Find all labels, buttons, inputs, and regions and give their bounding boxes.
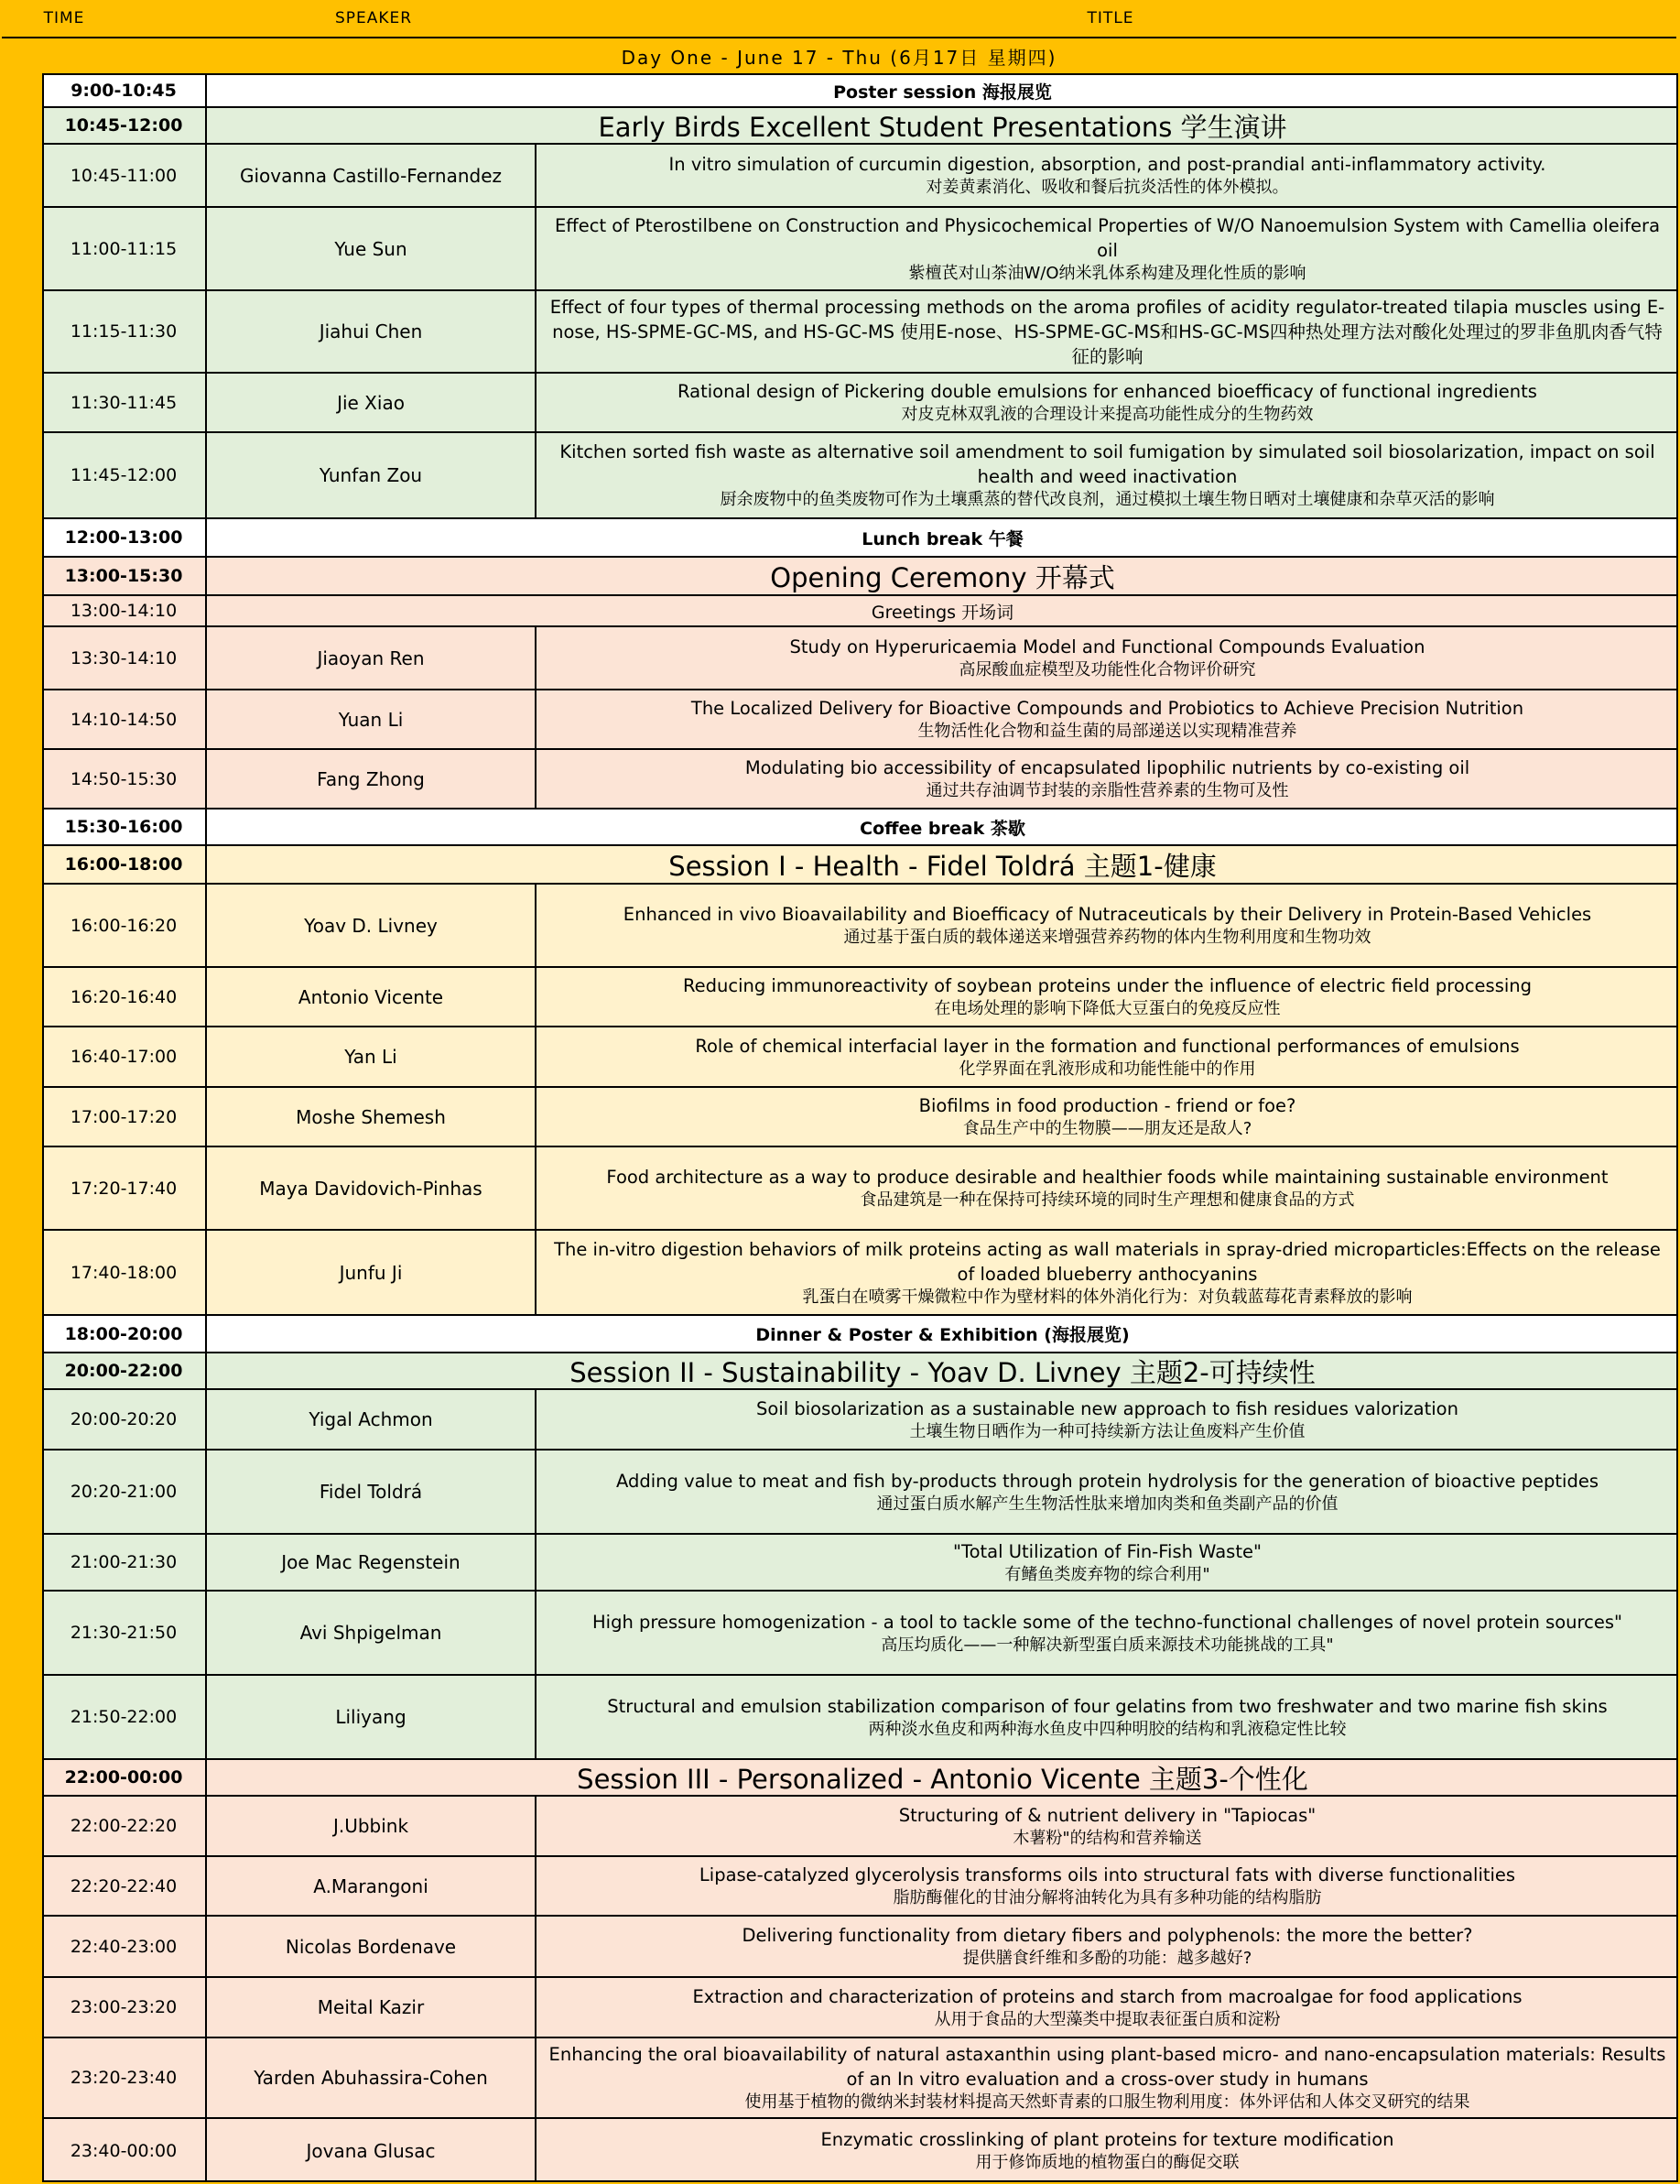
time-cell: 16:00-18:00 (42, 846, 207, 883)
header-time: TIME (43, 9, 85, 27)
time-cell: 11:45-12:00 (42, 433, 207, 517)
section-title: Dinner & Poster & Exhibition (海报展览) (755, 1325, 1130, 1345)
talk-title-cell (537, 1592, 1678, 1674)
talk-title-cell (537, 885, 1678, 966)
talk-title-zh: 通过蛋白质水解产生生物活性肽来增加肉类和鱼类副产品的价值 (876, 1494, 1339, 1514)
time-cell: 17:40-18:00 (42, 1231, 207, 1314)
time-cell: 22:00-00:00 (42, 1760, 207, 1795)
talk-title-cell (537, 374, 1678, 431)
talk-title-cell (537, 1797, 1678, 1855)
talk-title-zh: 脂肪酶催化的甘油分解将油转化为具有多种功能的结构脂肪 (893, 1888, 1322, 1907)
speaker-cell: Nicolas Bordenave (207, 1917, 537, 1976)
time-cell: 10:45-11:00 (42, 145, 207, 206)
talk-title-en: Reducing immunoreactivity of soybean proteins under the influence of electric field processing (682, 975, 1533, 996)
header-speaker: SPEAKER (334, 9, 413, 27)
talk-title-cell (537, 1027, 1678, 1086)
section-title: Poster session 海报展览 (833, 81, 1052, 103)
talk-title-cell (537, 1676, 1678, 1758)
time-cell: 13:00-15:30 (42, 558, 207, 594)
speaker-cell: Junfu Ji (207, 1231, 537, 1314)
speaker-cell: Fang Zhong (207, 750, 537, 808)
section-row (42, 556, 1678, 594)
talk-row (42, 1976, 1678, 2037)
speaker-cell: J.Ubbink (207, 1797, 537, 1855)
talk-title-zh: 化学界面在乳液形成和功能性能中的作用 (959, 1059, 1256, 1079)
speaker-cell: Meital Kazir (207, 1978, 537, 2037)
time-cell: 22:20-22:40 (42, 1857, 207, 1915)
time-cell: 13:00-14:10 (42, 596, 207, 625)
time-cell: 9:00-10:45 (42, 75, 207, 106)
talk-title-cell (537, 968, 1678, 1026)
time-cell: 16:40-17:00 (42, 1027, 207, 1086)
talk-row (42, 1795, 1678, 1855)
talk-title-cell (537, 1088, 1678, 1146)
talk-title-zh: 紫檀芪对山茶油W/O纳米乳体系构建及理化性质的影响 (908, 263, 1306, 283)
talk-title-en: Biofilms in food production - friend or foe? (918, 1095, 1296, 1116)
talk-title-zh: 食品生产中的生物膜——朋友还是敌人? (962, 1119, 1252, 1138)
speaker-cell: Yue Sun (207, 208, 537, 289)
talk-title-en: Extraction and characterization of proteins and starch from macroalgae for food applications (692, 1985, 1523, 2007)
talk-title-zh: 使用基于植物的微纳米封装材料提高天然虾青素的口服生物利用度：体外评估和人体交叉研究的结果 (744, 2092, 1470, 2112)
talk-title-en: Enhancing the oral bioavailability of natural astaxanthin using plant-based micro- and nano-encapsulation materials: Results of an In vitro evaluation and a cross-over study in humans (548, 2044, 1666, 2090)
talk-title-zh: 木薯粉"的结构和营养输送 (1013, 1828, 1202, 1848)
talk-row (42, 143, 1678, 206)
talk-row (42, 1086, 1678, 1146)
talk-title-zh: 高压均质化——一种解决新型蛋白质来源技术功能挑战的工具" (881, 1635, 1334, 1655)
talk-row (42, 1590, 1678, 1674)
time-cell: 21:00-21:30 (42, 1535, 207, 1590)
talk-title-zh: 食品建筑是一种在保持可持续环境的同时生产理想和健康食品的方式 (860, 1190, 1355, 1210)
section-row (42, 73, 1678, 106)
time-cell: 21:50-22:00 (42, 1676, 207, 1758)
time-cell: 11:00-11:15 (42, 208, 207, 289)
time-cell: 22:40-23:00 (42, 1917, 207, 1976)
section-row (42, 1758, 1678, 1795)
schedule-table (42, 73, 1678, 2182)
talk-title-zh: 高尿酸血症模型及功能性化合物评价研究 (959, 660, 1256, 679)
talk-title-cell (537, 1917, 1678, 1976)
day-heading: Day One - June 17 - Thu (6月17日 星期四) (2, 37, 1676, 75)
speaker-cell: Maya Davidovich-Pinhas (207, 1147, 537, 1229)
speaker-cell: Jie Xiao (207, 374, 537, 431)
talk-title-zh: 从用于食品的大型藻类中提取表征蛋白质和淀粉 (934, 2009, 1281, 2029)
talk-title-zh: 通过基于蛋白质的载体递送来增强营养药物的体内生物利用度和生物功效 (843, 928, 1371, 947)
talk-title-en: Role of chemical interfacial layer in the formation and functional performances of emulsions (695, 1035, 1520, 1057)
talk-row (42, 1533, 1678, 1590)
talk-row (42, 1855, 1678, 1915)
table-header (2, 0, 1676, 37)
speaker-cell: Jiahui Chen (207, 291, 537, 372)
talk-title-cell (537, 291, 1678, 372)
speaker-cell: Yarden Abuhassira-Cohen (207, 2038, 537, 2117)
talk-title-cell (537, 145, 1678, 206)
speaker-cell: Antonio Vicente (207, 968, 537, 1026)
talk-title-cell (537, 1857, 1678, 1915)
time-cell: 23:00-23:20 (42, 1978, 207, 2037)
talk-title-en: Study on Hyperuricaemia Model and Functional Compounds Evaluation (789, 636, 1425, 657)
talk-title-en: Structural and emulsion stabilization comparison of four gelatins from two freshwater and two marine fish skins (607, 1695, 1608, 1717)
talk-title-zh: 提供膳食纤维和多酚的功能：越多越好? (962, 1949, 1252, 1968)
speaker-cell: Joe Mac Regenstein (207, 1535, 537, 1590)
talk-title-en: Rational design of Pickering double emulsions for enhanced bioefficacy of functional ingredients (677, 381, 1537, 402)
talk-row (42, 2037, 1678, 2117)
talk-title-cell (537, 1451, 1678, 1533)
speaker-cell: Fidel Toldrá (207, 1451, 537, 1533)
speaker-cell: Liliyang (207, 1676, 537, 1758)
speaker-cell: Jovana Glusac (207, 2119, 537, 2182)
section-title: Lunch break 午餐 (862, 528, 1024, 549)
time-cell: 17:20-17:40 (42, 1147, 207, 1229)
talk-title-en: Enhanced in vivo Bioavailability and Bioefficacy of Nutraceuticals by their Delivery in Protein-Based Vehicles (623, 904, 1592, 925)
section-title: Early Birds Excellent Student Presentations 学生演讲 (598, 111, 1287, 143)
talk-title-en: The Localized Delivery for Bioactive Compounds and Probiotics to Achieve Precision Nutrition (690, 698, 1524, 719)
talk-title-en: Food architecture as a way to produce desirable and healthier foods while maintaining sustainable environment (606, 1167, 1609, 1188)
talk-row (42, 1674, 1678, 1758)
speaker-cell: A.Marangoni (207, 1857, 537, 1915)
time-cell: 20:00-22:00 (42, 1353, 207, 1388)
speaker-cell: Yigal Achmon (207, 1390, 537, 1449)
time-cell: 10:45-12:00 (42, 108, 207, 143)
talk-title-en: Lipase-catalyzed glycerolysis transforms oils into structural fats with diverse functionalities (699, 1864, 1516, 1885)
talk-row (42, 1229, 1678, 1314)
time-cell: 23:20-23:40 (42, 2038, 207, 2117)
talk-row (42, 372, 1678, 431)
talk-title-cell (537, 433, 1678, 517)
time-cell: 20:20-21:00 (42, 1451, 207, 1533)
time-cell: 18:00-20:00 (42, 1316, 207, 1352)
talk-title-cell (537, 1390, 1678, 1449)
time-cell: 16:00-16:20 (42, 885, 207, 966)
talk-title-cell (537, 2119, 1678, 2182)
talk-row (42, 2117, 1678, 2182)
talk-title-en: "Total Utilization of Fin-Fish Waste" (953, 1540, 1262, 1562)
speaker-cell: Moshe Shemesh (207, 1088, 537, 1146)
talk-row (42, 689, 1678, 748)
speaker-cell: Avi Shpigelman (207, 1592, 537, 1674)
talk-row (42, 748, 1678, 808)
section-row (42, 1352, 1678, 1388)
talk-title-zh: 对姜黄素消化、吸收和餐后抗炎活性的体外模拟。 (926, 178, 1289, 197)
talk-title-zh: 厨余废物中的鱼类废物可作为土壤熏蒸的替代改良剂，通过模拟土壤生物日晒对土壤健康和杂草灭活的影响 (720, 490, 1495, 509)
talk-title-cell (537, 1231, 1678, 1314)
talk-row (42, 431, 1678, 517)
speaker-cell: Yunfan Zou (207, 433, 537, 517)
talk-title-cell (537, 627, 1678, 689)
section-row (42, 106, 1678, 143)
time-cell: 21:30-21:50 (42, 1592, 207, 1674)
section-title: Session III - Personalized - Antonio Vicente 主题3-个性化 (577, 1763, 1308, 1795)
speaker-cell: Yuan Li (207, 690, 537, 748)
talk-row (42, 1146, 1678, 1229)
speaker-cell: Yan Li (207, 1027, 537, 1086)
time-cell: 16:20-16:40 (42, 968, 207, 1026)
talk-row (42, 1026, 1678, 1086)
section-row (42, 808, 1678, 844)
section-title: Greetings 开场词 (871, 602, 1014, 623)
talk-title-en: Effect of Pterostilbene on Construction and Physicochemical Properties of W/O Nanoemulsion System with Camellia oleifera oil (554, 214, 1661, 261)
talk-title-zh: 在电场处理的影响下降低大豆蛋白的免疫反应性 (934, 999, 1281, 1018)
talk-title-en: Structuring of & nutrient delivery in "Tapiocas" (898, 1804, 1317, 1826)
talk-row (42, 206, 1678, 289)
header-title: TITLE (1087, 9, 1134, 27)
section-row (42, 844, 1678, 883)
talk-title-en: Soil biosolarization as a sustainable new approach to fish residues valorization (756, 1397, 1458, 1419)
talk-title-zh: 对皮克林双乳液的合理设计来提高功能性成分的生物药效 (901, 405, 1314, 424)
talk-title-en: In vitro simulation of curcumin digestion, absorption, and post-prandial anti-inflammatory activity. (668, 154, 1546, 175)
talk-title-zh: 有鳍鱼类废弃物的综合利用" (1004, 1564, 1210, 1584)
time-cell: 14:10-14:50 (42, 690, 207, 748)
speaker-cell: Giovanna Castillo-Fernandez (207, 145, 537, 206)
talk-row (42, 966, 1678, 1026)
talk-row (42, 289, 1678, 372)
time-cell: 15:30-16:00 (42, 809, 207, 844)
time-cell: 17:00-17:20 (42, 1088, 207, 1146)
section-row (42, 1314, 1678, 1352)
talk-title-en: Delivering functionality from dietary fibers and polyphenols: the more the better? (742, 1925, 1473, 1946)
talk-title-zh: 通过共存油调节封装的亲脂性营养素的生物可及性 (926, 781, 1289, 800)
talk-title-en: Enzymatic crosslinking of plant proteins for texture modification (820, 2129, 1394, 2150)
section-title: Session II - Sustainability - Yoav D. Livney 主题2-可持续性 (569, 1356, 1316, 1388)
section-title: Opening Ceremony 开幕式 (770, 561, 1115, 593)
talk-title-cell (537, 690, 1678, 748)
talk-title-zh: 生物活性化合物和益生菌的局部递送以实现精准营养 (917, 722, 1297, 741)
section-title: Session I - Health - Fidel Toldrá 主题1-健康 (668, 850, 1217, 882)
section-title: Coffee break 茶歇 (860, 818, 1025, 839)
talk-row (42, 625, 1678, 689)
talk-title-zh: 两种淡水鱼皮和两种海水鱼皮中四种明胶的结构和乳液稳定性比较 (868, 1719, 1347, 1739)
talk-title-cell (537, 750, 1678, 808)
time-cell: 14:50-15:30 (42, 750, 207, 808)
time-cell: 11:30-11:45 (42, 374, 207, 431)
talk-title-en: Modulating bio accessibility of encapsulated lipophilic nutrients by co-existing oil (744, 757, 1470, 778)
time-cell: 12:00-13:00 (42, 519, 207, 556)
talk-title-en: The in-vitro digestion behaviors of milk proteins acting as wall materials in spray-dried microparticles:Effects on the release of loaded blueberry anthocyanins (554, 1238, 1661, 1285)
talk-title-cell (537, 1978, 1678, 2037)
talk-title-cell (537, 1147, 1678, 1229)
time-cell: 13:30-14:10 (42, 627, 207, 689)
talk-title-cell (537, 2038, 1678, 2117)
talk-title-zh: 土壤生物日晒作为一种可持续新方法让鱼废料产生价值 (909, 1421, 1306, 1441)
talk-title-cell (537, 1535, 1678, 1590)
speaker-cell: Jiaoyan Ren (207, 627, 537, 689)
talk-row (42, 1915, 1678, 1976)
speaker-cell: Yoav D. Livney (207, 885, 537, 966)
time-cell: 11:15-11:30 (42, 291, 207, 372)
talk-title-zh: 乳蛋白在喷雾干燥微粒中作为壁材料的体外消化行为：对负载蓝莓花青素释放的影响 (802, 1287, 1413, 1307)
talk-title-zh: 用于修饰质地的植物蛋白的酶促交联 (975, 2153, 1240, 2172)
talk-title-cell (537, 208, 1678, 289)
time-cell: 20:00-20:20 (42, 1390, 207, 1449)
talk-title-en: High pressure homogenization - a tool to tackle some of the techno-functional challenges of novel protein sources" (592, 1611, 1622, 1633)
talk-row (42, 1449, 1678, 1533)
talk-row (42, 883, 1678, 966)
talk-title-en: Kitchen sorted fish waste as alternative soil amendment to soil fumigation by simulated soil biosolarization, impact on soil health and weed inactivation (559, 441, 1655, 487)
section-row (42, 517, 1678, 556)
talk-row (42, 1388, 1678, 1449)
section-row (42, 594, 1678, 625)
talk-title-en: Adding value to meat and fish by-products through protein hydrolysis for the generation of bioactive peptides (615, 1470, 1599, 1492)
time-cell: 22:00-22:20 (42, 1797, 207, 1855)
time-cell: 23:40-00:00 (42, 2119, 207, 2182)
talk-title-en: Effect of four types of thermal processing methods on the aroma profiles of acidity regulator-treated tilapia muscles using E-nose, HS-SPME-GC-MS, and HS-GC-MS 使用E-nose、HS-SPME-GC-MS和HS-GC-MS四种热处理方法对酸化处理过的罗非鱼肌肉香气特征的影响 (549, 296, 1665, 367)
